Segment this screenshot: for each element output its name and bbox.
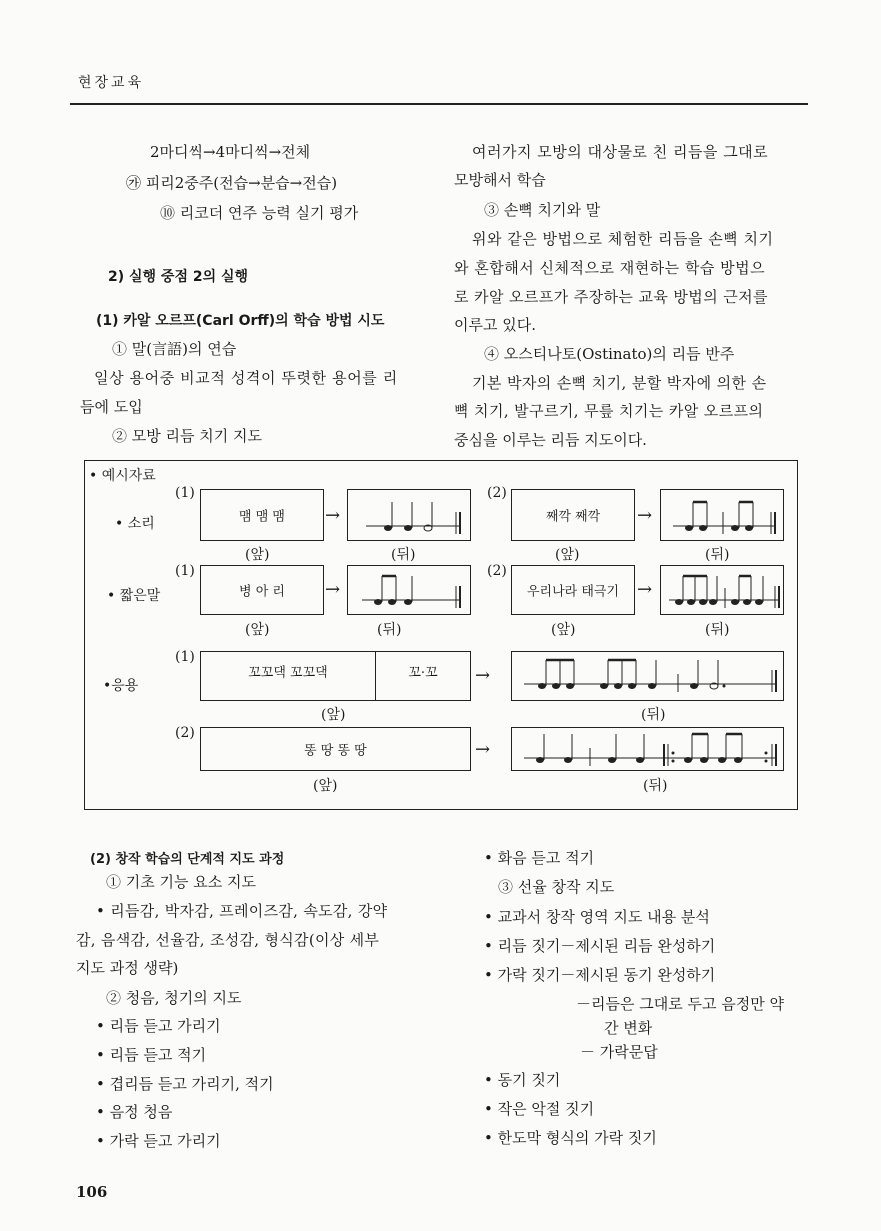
- word-label: 병 아 리: [239, 584, 285, 600]
- text-line: 중심을 이루는 리듬 지도이다.: [454, 431, 647, 449]
- list-sub-item: －리듬은 그대로 두고 음정만 약: [576, 995, 784, 1013]
- rhythm-box: [347, 565, 471, 615]
- item-number: (1): [175, 485, 195, 501]
- text-line: 듬에 도입: [80, 398, 143, 416]
- item-heading: ④ 오스티나토(Ostinato)의 리듬 반주: [484, 345, 735, 363]
- front-label: (앞): [551, 622, 576, 638]
- item-number: (2): [487, 485, 507, 501]
- rhythm-notation: [512, 728, 785, 772]
- list-sub-item: 간 변화: [604, 1019, 653, 1037]
- item-number: (1): [175, 649, 195, 665]
- section-heading: 2) 실행 중점 2의 실행: [108, 269, 249, 285]
- subsection-heading: (1) 카알 오르프(Carl Orff)의 학습 방법 시도: [96, 313, 385, 329]
- rhythm-notation: [661, 490, 785, 542]
- item-heading: ② 모방 리듬 치기 지도: [112, 427, 262, 445]
- rhythm-box: [660, 565, 784, 615]
- word-cell: [376, 652, 470, 700]
- rhythm-notation: [661, 566, 785, 616]
- rhythm-box: [347, 489, 471, 541]
- item-heading: ① 말(言語)의 연습: [112, 340, 237, 358]
- list-item: • 겹리듬 듣고 가리기, 적기: [96, 1075, 274, 1093]
- rhythm-box: [511, 727, 784, 771]
- arrow-icon: →: [637, 505, 653, 526]
- word-label: 우리나라 태극기: [526, 584, 620, 600]
- row-label-short-words: • 짧은말: [107, 588, 161, 604]
- example-title: • 예시자료: [89, 468, 156, 484]
- front-label: (앞): [321, 707, 346, 723]
- row-label-sori: • 소리: [115, 516, 155, 532]
- list-item: • 가락 짓기－제시된 동기 완성하기: [484, 966, 716, 984]
- back-label: (뒤): [391, 547, 416, 563]
- text-line: ㉮ 피리2중주(전습→분습→전습): [126, 174, 338, 192]
- item-heading: ③ 선율 창작 지도: [498, 878, 615, 896]
- arrow-icon: →: [637, 579, 653, 600]
- list-item: • 리듬 듣고 가리기: [96, 1017, 221, 1035]
- arrow-icon: →: [325, 579, 341, 600]
- text-line: 여러가지 모방의 대상물로 친 리듬을 그대로: [472, 143, 769, 161]
- back-label: (뒤): [705, 547, 730, 563]
- word-label: 꼬꼬댁 꼬꼬댁: [248, 665, 328, 681]
- list-sub-item: － 가락문답: [580, 1043, 658, 1061]
- header-rule: [70, 103, 808, 105]
- example-figure: [84, 460, 798, 810]
- front-label: (앞): [555, 547, 580, 563]
- text-line: ⑩ 리코더 연주 능력 실기 평가: [160, 204, 359, 222]
- list-item: • 작은 악절 짓기: [484, 1100, 595, 1118]
- word-box: [511, 489, 635, 541]
- rhythm-box: [660, 489, 784, 541]
- front-label: (앞): [245, 622, 270, 638]
- item-number: (1): [175, 563, 195, 579]
- text-line: 위와 같은 방법으로 체험한 리듬을 손뼉 치기: [472, 230, 774, 248]
- list-item: • 화음 듣고 적기: [484, 849, 595, 867]
- text-line: 일상 용어중 비교적 성격이 뚜렷한 용어를 리: [94, 369, 398, 387]
- list-item: • 동기 짓기: [484, 1071, 561, 1089]
- text-line: 기본 박자의 손뼉 치기, 분할 박자에 의한 손: [472, 374, 767, 392]
- front-label: (앞): [313, 778, 338, 794]
- word-label: 맴 맴 맴: [239, 509, 285, 525]
- text-line: 와 혼합해서 신체적으로 재현하는 학습 방법으: [454, 259, 766, 277]
- word-box: [200, 651, 471, 701]
- item-heading: ② 청음, 청기의 지도: [106, 989, 242, 1007]
- text-line: 2마디씩→4마디씩→전체: [150, 143, 311, 161]
- item-heading: ③ 손뼉 치기와 말: [484, 201, 601, 219]
- front-label: (앞): [245, 547, 270, 563]
- word-cell: [201, 652, 376, 700]
- back-label: (뒤): [643, 778, 668, 794]
- rhythm-notation: [512, 652, 785, 702]
- list-item: • 가락 듣고 가리기: [96, 1132, 221, 1150]
- item-number: (2): [487, 563, 507, 579]
- page-number: 106: [76, 1183, 108, 1201]
- back-label: (뒤): [377, 622, 402, 638]
- text-line: • 리듬감, 박자감, 프레이즈감, 속도감, 강약: [96, 902, 388, 920]
- back-label: (뒤): [641, 707, 666, 723]
- word-box: [200, 565, 324, 615]
- word-box: [200, 727, 471, 771]
- rhythm-notation: [348, 566, 472, 616]
- word-box: [511, 565, 635, 615]
- word-label: 똥 땅 똥 땅: [304, 743, 367, 759]
- list-item: • 한도막 형식의 가락 짓기: [484, 1129, 657, 1147]
- item-heading: ① 기초 기능 요소 지도: [106, 873, 256, 891]
- word-label: 꼬·꼬: [408, 665, 438, 681]
- list-item: • 리듬 짓기－제시된 리듬 완성하기: [484, 937, 716, 955]
- row-label-application: •응용: [103, 678, 139, 694]
- word-label: 째깍 째깍: [545, 509, 601, 525]
- list-item: • 리듬 듣고 적기: [96, 1046, 207, 1064]
- arrow-icon: →: [475, 739, 491, 760]
- rhythm-box: [511, 651, 784, 701]
- item-number: (2): [175, 725, 195, 741]
- running-header: 현장교육: [78, 75, 145, 91]
- rhythm-notation: [348, 490, 472, 542]
- list-item: • 음정 청음: [96, 1103, 173, 1121]
- text-line: 로 카알 오르프가 주장하는 교육 방법의 근저를: [454, 288, 768, 306]
- back-label: (뒤): [705, 622, 730, 638]
- arrow-icon: →: [475, 665, 491, 686]
- subsection-heading: (2) 창작 학습의 단계적 지도 과정: [90, 852, 285, 867]
- text-line: 모방해서 학습: [454, 171, 546, 189]
- text-line: 뼉 치기, 발구르기, 무릎 치기는 카알 오르프의: [454, 402, 764, 420]
- list-item: • 교과서 창작 영역 지도 내용 분석: [484, 908, 710, 926]
- arrow-icon: →: [325, 505, 341, 526]
- text-line: 감, 음색감, 선율감, 조성감, 형식감(이상 세부: [76, 931, 380, 949]
- text-line: 이루고 있다.: [454, 316, 536, 334]
- text-line: 지도 과정 생략): [76, 959, 179, 977]
- word-box: [200, 489, 324, 541]
